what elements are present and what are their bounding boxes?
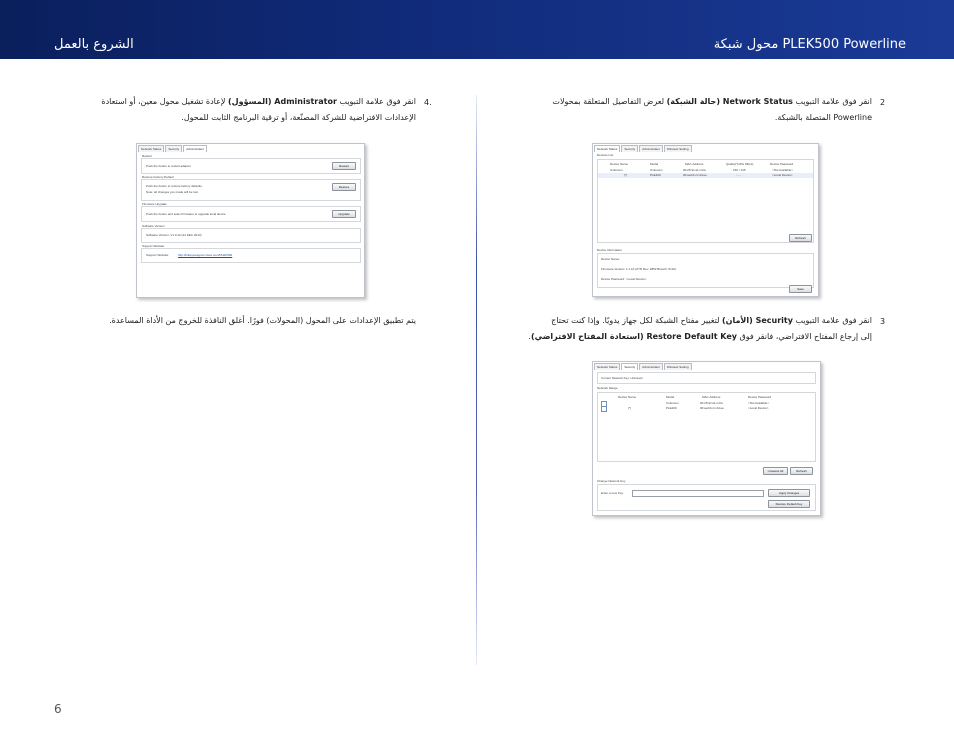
column-header: MAC Address bbox=[702, 395, 721, 399]
restart-text: Push the button to restart adapter. bbox=[146, 164, 192, 168]
table-cell: PLE400 bbox=[650, 173, 661, 177]
table-cell: Unknown bbox=[666, 401, 679, 405]
change-key-box bbox=[597, 484, 816, 511]
table-cell: 160 / 145 bbox=[733, 168, 746, 172]
refresh-button: Refresh bbox=[790, 467, 813, 475]
enter-key-label: Enter a new Key: bbox=[601, 491, 624, 495]
security-screenshot bbox=[592, 361, 821, 516]
tab-administrator: Administrator bbox=[183, 145, 207, 152]
unselect-all-button: Unselect All bbox=[763, 467, 788, 475]
step-3-text: انقر فوق علامة التبويب Security (الأمان) لتغيير مفتاح الشبكة لكل جهاز يدويًا. وإذا كنت تحتاج إلى إرجاع المفتاح الافتراضي، فانقر فوق Restore Default Key (استعادة المفتاح الافتراضي). bbox=[528, 316, 872, 341]
restart-box bbox=[141, 158, 361, 174]
settings-note: يتم تطبيق الإعدادات على المحول (المحولات) فورًا. أغلق النافذة للخروج من الأداة المساعدة. bbox=[109, 316, 416, 325]
security-devices-table bbox=[597, 392, 816, 462]
table-cell: PLE400 bbox=[666, 406, 677, 410]
column-header: MAC Address bbox=[685, 162, 704, 166]
apply-changes-button: Apply Changes bbox=[768, 489, 810, 497]
tab-administrator: Administrator bbox=[639, 145, 663, 152]
restore-text-1: Push the button to restore factory defaults. bbox=[146, 184, 203, 188]
restore-button: Restore bbox=[332, 183, 356, 191]
restore-factory-box bbox=[141, 179, 361, 201]
column-divider bbox=[476, 95, 477, 665]
page-header bbox=[0, 0, 954, 59]
tab-administrator: Administrator bbox=[639, 363, 663, 370]
device-password-label: Device Password: <Local Device> bbox=[601, 277, 647, 281]
section-title: الشروع بالعمل bbox=[54, 37, 134, 52]
new-key-input bbox=[632, 490, 764, 497]
table-cell: (*) bbox=[624, 173, 628, 177]
column-header: Model bbox=[650, 162, 659, 166]
table-cell: 00:25:9c:a1:c4:fe bbox=[700, 401, 724, 405]
table-cell: Unknown bbox=[650, 168, 663, 172]
step-3-number: 3 bbox=[880, 317, 886, 326]
firmware-version-label: Firmware Version: 1.1.10 (ZYR Rev. 2853 Branch: 5x10) bbox=[601, 267, 676, 271]
current-key-label: Current Network Key: Unknown bbox=[601, 376, 644, 380]
column-header: Device Name bbox=[610, 162, 629, 166]
tab-security: Security bbox=[165, 145, 182, 152]
tab-network-status: Network Status bbox=[138, 145, 164, 152]
devices-table bbox=[597, 159, 814, 243]
save-button: Save bbox=[789, 285, 812, 293]
table-cell: 00:aa:bb:cc:dd:ee bbox=[683, 173, 707, 177]
devices-list-title: Devices List bbox=[597, 153, 614, 157]
screenshot-tabs bbox=[138, 145, 208, 152]
table-cell: - - - bbox=[736, 173, 741, 177]
support-website-label: Support Website: bbox=[146, 253, 169, 257]
support-website-title: Support Website bbox=[142, 244, 165, 248]
page-number: 6 bbox=[54, 702, 62, 716]
screenshot-tabs bbox=[594, 363, 693, 370]
software-version-box bbox=[141, 228, 361, 243]
tab-security: Security bbox=[621, 363, 638, 370]
device-information-title: Device Information bbox=[597, 248, 623, 252]
step-4-text: انقر فوق علامة التبويب Administrator (المسؤول) لإعادة تشغيل محول معين، أو استعادة الإعدادات الافتراضية للشركة المصنّعة، أو ترقية البرنامج الثابت للمحول. bbox=[101, 97, 416, 122]
step-2-number: 2 bbox=[880, 98, 886, 107]
software-version-title: Software Version bbox=[142, 224, 165, 228]
upgrade-button: Upgrade bbox=[332, 210, 356, 218]
firmware-upgrade-title: Firmware Upgrade bbox=[142, 202, 167, 206]
table-cell: <Not Available> bbox=[772, 168, 793, 172]
table-cell: <Not Available> bbox=[748, 401, 769, 405]
firmware-upgrade-box bbox=[141, 206, 361, 222]
network-status-screenshot bbox=[592, 143, 819, 297]
document-title: محول شبكة PLEK500 Powerline bbox=[713, 37, 906, 52]
tab-network-status: Network Status bbox=[594, 145, 620, 152]
table-cell: 00:aa:bb:cc:dd:ee bbox=[700, 406, 724, 410]
restore-factory-title: Restore Factory Default bbox=[142, 175, 174, 179]
restart-button: Restart bbox=[332, 162, 356, 170]
table-cell: (*) bbox=[628, 406, 632, 410]
table-cell: 00:25:9c:a1:c4:fe bbox=[683, 168, 707, 172]
step-2-text: انقر فوق علامة التبويب Network Status (حالة الشبكة) لعرض التفاصيل المتعلقة بمحولات Powerline المتصلة بالشبكة. bbox=[552, 97, 872, 122]
support-website-box bbox=[141, 248, 361, 263]
tab-wireless-setting: Wireless Setting bbox=[664, 145, 692, 152]
administrator-screenshot bbox=[136, 143, 365, 298]
network-range-title: Network Range bbox=[597, 386, 618, 390]
table-cell: <Local Device> bbox=[748, 406, 769, 410]
table-cell: <Local Device> bbox=[772, 173, 793, 177]
step-4-number: 4. bbox=[424, 98, 432, 107]
firmware-upgrade-text: Push the button and select firmware to upgrade local device bbox=[146, 212, 226, 216]
restart-title: Restart bbox=[142, 154, 152, 158]
tab-security: Security bbox=[621, 145, 638, 152]
tab-wireless-setting: Wireless Setting bbox=[664, 363, 692, 370]
device-checkbox bbox=[601, 406, 607, 412]
restore-default-key-button: Restore Default Key bbox=[768, 500, 810, 508]
refresh-button: Refresh bbox=[789, 234, 812, 242]
column-header: Device Password bbox=[748, 395, 772, 399]
column-header: Quality(Tx/Rx Mbps) bbox=[726, 162, 754, 166]
column-header: Device Password bbox=[770, 162, 794, 166]
change-key-title: Change Network Key bbox=[597, 479, 626, 483]
column-header: Device Name bbox=[618, 395, 637, 399]
software-version-text: Software Version: V1.0.10 (24 DEC 2013) bbox=[146, 233, 202, 237]
table-cell: Unknown bbox=[610, 168, 623, 172]
device-name-label: Device Name: bbox=[601, 257, 620, 261]
tab-network-status: Network Status bbox=[594, 363, 620, 370]
column-header: Model bbox=[666, 395, 675, 399]
current-key-box bbox=[597, 372, 816, 384]
screenshot-tabs bbox=[594, 145, 693, 152]
support-website-link: http://linksyssupport.cisco.com/PLEK500 bbox=[178, 253, 233, 257]
device-information-box bbox=[597, 253, 814, 288]
restore-text-2: Note: all changes you made will be lost. bbox=[146, 190, 199, 194]
